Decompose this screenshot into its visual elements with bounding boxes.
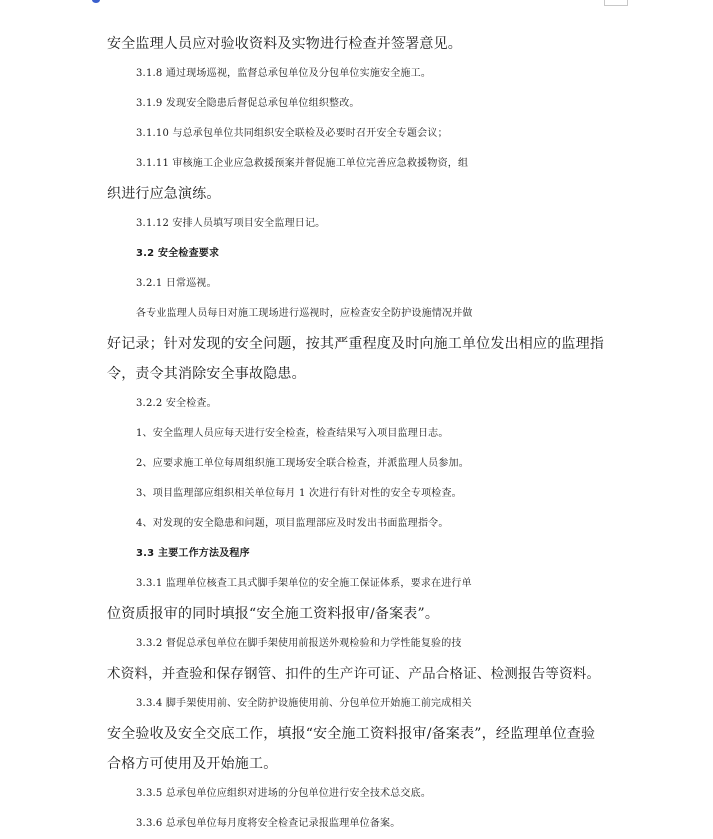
section-heading: 3.3 主要工作方法及程序 xyxy=(136,548,250,559)
text-line: 3.1.12 安排人员填写项目安全监理日记。 xyxy=(136,218,326,229)
document-body xyxy=(107,29,607,839)
text-line: 3.3.6 总承包单位每月度将安全检查记录报监理单位备案。 xyxy=(136,818,401,829)
text-line: 好记录；针对发现的安全问题，按其严重程度及时向施工单位发出相应的监理指 xyxy=(107,336,604,352)
text-line: 3.2.1 日常巡视。 xyxy=(136,278,217,289)
text-line: 合格方可使用及开始施工。 xyxy=(107,756,278,772)
text-line: 2、应要求施工单位每周组织施工现场安全联合检查，并派监理人员参加。 xyxy=(136,458,469,469)
text-line: 3.1.11 审核施工企业应急救援预案并督促施工单位完善应急救援物资，组 xyxy=(136,158,469,169)
text-line: 3.1.8 通过现场巡视，监督总承包单位及分包单位实施安全施工。 xyxy=(136,68,432,79)
text-line: 各专业监理人员每日对施工现场进行巡视时，应检查安全防护设施情况并做 xyxy=(136,308,473,319)
text-line: 术资料，并查验和保存钢管、扣件的生产许可证、产品合格证、检测报告等资料。 xyxy=(107,666,601,682)
text-line: 织进行应急演练。 xyxy=(107,186,221,202)
top-edge-box xyxy=(604,0,628,6)
text-line: 3.1.10 与总承包单位共同组织安全联检及必要时召开安全专题会议； xyxy=(136,128,448,139)
text-line: 4、对发现的安全隐患和问题，项目监理部应及时发出书面监理指令。 xyxy=(136,518,449,529)
text-line: 安全监理人员应对验收资料及实物进行检查并签署意见。 xyxy=(107,36,462,52)
text-line: 1、安全监理人员应每天进行安全检查，检查结果写入项目监理日志。 xyxy=(136,428,449,439)
text-line: 安全验收及安全交底工作，填报“安全施工资料报审/备案表”，经监理单位查验 xyxy=(107,726,596,742)
text-line: 3.3.2 督促总承包单位在脚手架使用前报送外观检验和力学性能复验的技 xyxy=(136,638,462,649)
text-line: 3.3.4 脚手架使用前、安全防护设施使用前、分包单位开始施工前完成相关 xyxy=(136,698,472,709)
text-line: 3、项目监理部应组织相关单位每月 1 次进行有针对性的安全专项检查。 xyxy=(136,488,462,499)
section-heading: 3.2 安全检查要求 xyxy=(136,248,220,259)
text-line: 3.3.5 总承包单位应组织对进场的分包单位进行安全技术总交底。 xyxy=(136,788,432,799)
text-line: 3.1.9 发现安全隐患后督促总承包单位组织整改。 xyxy=(136,98,360,109)
text-line: 3.2.2 安全检查。 xyxy=(136,398,217,409)
top-edge-mark xyxy=(92,0,100,3)
text-line: 位资质报审的同时填报“安全施工资料报审/备案表”。 xyxy=(107,606,440,622)
text-line: 令，责令其消除安全事故隐患。 xyxy=(107,366,306,382)
text-line: 3.3.1 监理单位核查工具式脚手架单位的安全施工保证体系，要求在进行单 xyxy=(136,578,472,589)
